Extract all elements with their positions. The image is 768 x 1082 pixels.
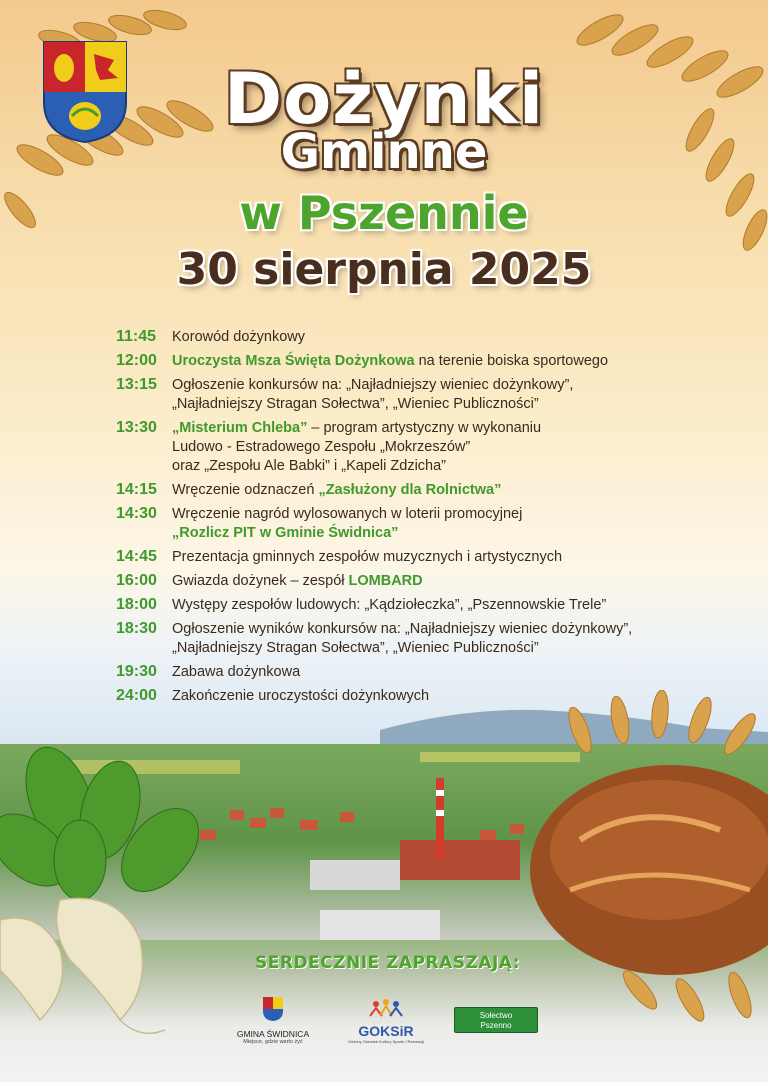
schedule-text: Wręczenie odznaczeń — [172, 482, 319, 498]
schedule-time: 14:45 — [116, 548, 157, 565]
schedule-row — [116, 376, 736, 414]
gmina-name: GMINA ŚWIDNICA — [236, 1029, 310, 1039]
schedule-text: oraz „Zespołu Ale Babki” i „Kapeli Zdzicha” — [172, 458, 447, 474]
schedule-text: Występy zespołów ludowych: „Kądziołeczka”, „Pszennowskie Trele” — [172, 597, 607, 613]
schedule-text: Ludowo - Estradowego Zespołu „Mokrzeszów” — [172, 439, 471, 455]
schedule-text: LOMBARD — [348, 573, 423, 589]
schedule-time: 13:30 — [116, 419, 157, 436]
gmina-coat-icon — [262, 996, 284, 1022]
schedule-text: Gwiazda dożynek – zespół — [172, 573, 349, 589]
solectwo-pszenno-sign — [454, 1007, 538, 1033]
schedule-time: 19:30 — [116, 663, 157, 680]
schedule-text: Korowód dożynkowy — [172, 329, 305, 345]
schedule-time: 16:00 — [116, 572, 157, 589]
schedule-text: „Zasłużony dla Rolnictwa” — [318, 482, 502, 498]
schedule-description — [172, 481, 501, 500]
goksir-figures-icon — [366, 998, 406, 1018]
schedule-row — [116, 352, 736, 371]
schedule-description — [172, 620, 632, 658]
schedule-description — [172, 572, 423, 591]
subtitle-location: w Pszennie — [239, 186, 529, 240]
schedule-list — [116, 328, 736, 711]
schedule-description — [172, 376, 573, 414]
schedule-description — [172, 505, 522, 543]
schedule-time: 11:45 — [116, 328, 157, 345]
schedule-text: Ogłoszenie konkursów na: „Najładniejszy wieniec dożynkowy”, — [172, 377, 574, 393]
schedule-row — [116, 663, 736, 682]
schedule-description — [172, 548, 562, 567]
bread-loaf-illustration — [520, 690, 768, 1030]
schedule-time: 18:00 — [116, 596, 157, 613]
schedule-text: „Rozlicz PIT w Gminie Świdnica” — [172, 525, 399, 541]
solectwo-line2: Pszenno — [480, 1021, 512, 1030]
goksir-logo — [342, 998, 430, 1044]
schedule-row — [116, 505, 736, 543]
schedule-row — [116, 572, 736, 591]
schedule-description — [172, 663, 300, 682]
title-dozynki: Dożynki — [224, 58, 544, 140]
schedule-text: Ogłoszenie wyników konkursów na: „Najładniejszy wieniec dożynkowy”, — [172, 621, 633, 637]
title-gminne: Gminne — [280, 124, 488, 180]
schedule-description — [172, 596, 606, 615]
schedule-text: Uroczysta Msza Święta Dożynkowa — [172, 353, 415, 369]
goksir-tagline: Gminny Ośrodek Kultury Sportu i Rekreacji — [347, 1039, 425, 1044]
schedule-description — [172, 419, 541, 476]
schedule-text: „Najładniejszy Stragan Sołectwa”, „Wieniec Publiczności” — [172, 396, 539, 412]
schedule-text: Zabawa dożynkowa — [172, 664, 301, 680]
schedule-time: 12:00 — [116, 352, 157, 369]
schedule-row — [116, 620, 736, 658]
schedule-description — [172, 328, 305, 347]
gmina-swidnica-logo — [228, 996, 318, 1045]
schedule-row — [116, 596, 736, 615]
sugar-beet-illustration — [0, 740, 240, 1040]
schedule-row — [116, 328, 736, 347]
schedule-text: „Misterium Chleba” — [172, 420, 308, 436]
schedule-row — [116, 548, 736, 567]
schedule-time: 24:00 — [116, 687, 157, 704]
schedule-time: 14:30 — [116, 505, 157, 522]
invitation-heading: SERDECZNIE ZAPRASZAJĄ: — [255, 953, 521, 973]
gmina-tagline: Miejsce, gdzie warto żyć — [243, 1039, 303, 1045]
schedule-row — [116, 481, 736, 500]
schedule-text: na terenie boiska sportowego — [414, 353, 609, 369]
schedule-time: 14:15 — [116, 481, 157, 498]
schedule-description — [172, 352, 608, 371]
solectwo-line1: Sołectwo — [479, 1011, 513, 1020]
schedule-text: – program artystyczny w wykonaniu — [307, 420, 542, 436]
event-date: 30 sierpnia 2025 — [176, 244, 592, 295]
schedule-row — [116, 419, 736, 476]
schedule-text: Wręczenie nagród wylosowanych w loterii promocyjnej — [172, 506, 523, 522]
schedule-text: Zakończenie uroczystości dożynkowych — [172, 688, 430, 704]
schedule-text: „Najładniejszy Stragan Sołectwa”, „Wieniec Publiczności” — [172, 640, 539, 656]
schedule-time: 18:30 — [116, 620, 157, 637]
goksir-name: GOKSiR — [358, 1023, 414, 1039]
schedule-text: Prezentacja gminnych zespołów muzycznych i artystycznych — [172, 549, 563, 565]
schedule-time: 13:15 — [116, 376, 157, 393]
